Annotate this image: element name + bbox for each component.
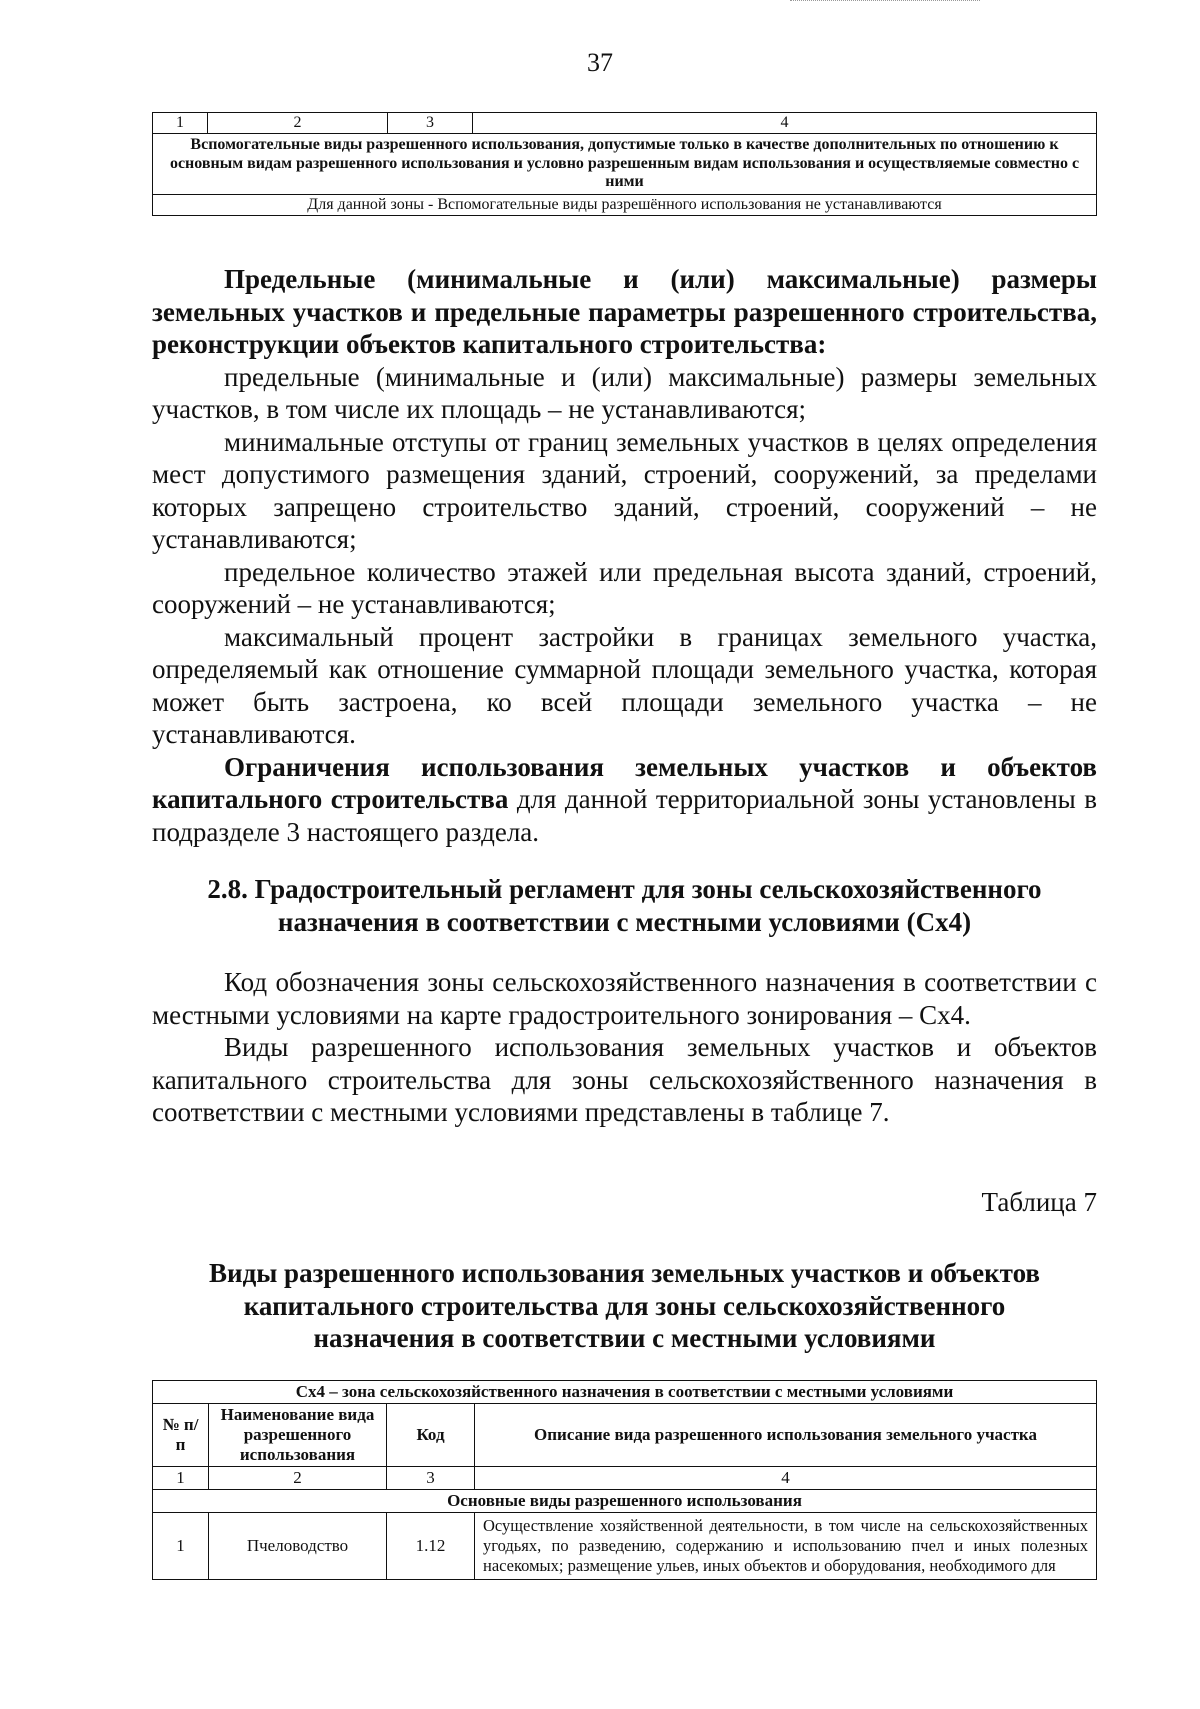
- limits-section: [152, 263, 1097, 848]
- section-2-8-heading: 2.8. Градостроительный регламент для зоны сельскохозяйственного назначения в соответствии с местными условиями (Сх4): [207, 874, 1042, 937]
- col-number-1: 1: [153, 113, 208, 134]
- table-row: [153, 1513, 1097, 1579]
- col-number-3: 3: [388, 113, 473, 134]
- aux-uses-header: Вспомогательные виды разрешенного использования, допустимые только в качестве дополнительных по отношению к основным видам разрешенного использования и условно разрешенным видам использования и осуществляемые совместно с ними: [153, 134, 1097, 194]
- limits-heading: Предельные (минимальные и (или) максимальные) размеры земельных участков и предельные параметры разрешенного строительства, реконструкции объектов капитального строительства:: [152, 264, 1097, 359]
- page-number: 37: [587, 48, 613, 77]
- column-number-row: [153, 113, 1097, 134]
- column-number-row: [153, 1467, 1097, 1490]
- limits-paragraph-1: предельные (минимальные и (или) максимальные) размеры земельных участков, в том числе их площадь – не устанавливаются;: [152, 361, 1097, 424]
- col-number-2: 2: [209, 1467, 387, 1490]
- zone-title-row: Сх4 – зона сельскохозяйственного назначения в соответствии с местными условиями: [153, 1381, 1097, 1404]
- col-number-1: 1: [153, 1467, 209, 1490]
- col-number-3: 3: [387, 1467, 475, 1490]
- zone-code-paragraph: Код обозначения зоны сельскохозяйственного назначения в соответствии с местными условиями на карте градостроительного зонирования – Сх4.: [152, 967, 1097, 1030]
- header-row: [153, 1404, 1097, 1467]
- aux-uses-table: [152, 112, 1097, 216]
- header-code: Код: [387, 1404, 475, 1467]
- header-name: Наименование вида разрешенного использования: [209, 1404, 387, 1467]
- table-label: Таблица 7: [981, 1187, 1097, 1217]
- row-name: Пчеловодство: [209, 1513, 387, 1579]
- restrictions-bold-text: Ограничения использования земельных участков и объектов капитального строительства: [152, 751, 1097, 814]
- limits-paragraph-4: максимальный процент застройки в границах земельного участка, определяемый как отношение суммарной площади земельного участка, которая может быть застроена, ко всей площади земельного участка – не устанавливаются.: [152, 621, 1097, 749]
- table-title: Виды разрешенного использования земельных участков и объектов капитального строительства для зоны сельскохозяйственного назначения в соответствии с местными условиями: [209, 1258, 1040, 1353]
- section-title-row: Основные виды разрешенного использования: [153, 1490, 1097, 1513]
- limits-paragraph-2: минимальные отступы от границ земельных участков в целях определения мест допустимого размещения зданий, строений, сооружений, за пределами которых запрещено строительство зданий, строений, сооружений – не устанавливаются;: [152, 426, 1097, 554]
- section-2-8-body: [152, 966, 1097, 1129]
- col-number-4: 4: [473, 113, 1097, 134]
- limits-paragraph-3: предельное количество этажей или предельная высота зданий, строений, сооружений – не устанавливаются;: [152, 556, 1097, 619]
- col-number-2: 2: [208, 113, 388, 134]
- col-number-4: 4: [475, 1467, 1097, 1490]
- table-7: [152, 1380, 1097, 1580]
- row-description: Осуществление хозяйственной деятельности, в том числе на сельскохозяйственных угодьях, по разведению, содержанию и использованию пчел и иных полезных насекомых; размещение ульев, иных объектов и оборудования, необходимого для: [475, 1513, 1097, 1579]
- uses-intro-paragraph: Виды разрешенного использования земельных участков и объектов капитального строительства для зоны сельскохозяйственного назначения в соответствии с местными условиями представлены в таблице 7.: [152, 1032, 1097, 1127]
- scan-artifact: [790, 0, 980, 4]
- restrictions-paragraph: [152, 751, 1097, 849]
- header-num: № п/п: [153, 1404, 209, 1467]
- header-description: Описание вида разрешенного использования земельного участка: [475, 1404, 1097, 1467]
- aux-uses-note: Для данной зоны - Вспомогательные виды разрешённого использования не устанавливаются: [153, 194, 1097, 215]
- restrictions-text: для данной территориальной зоны установлены в подразделе 3 настоящего раздела.: [152, 784, 1097, 847]
- row-code: 1.12: [387, 1513, 475, 1579]
- row-num: 1: [153, 1513, 209, 1579]
